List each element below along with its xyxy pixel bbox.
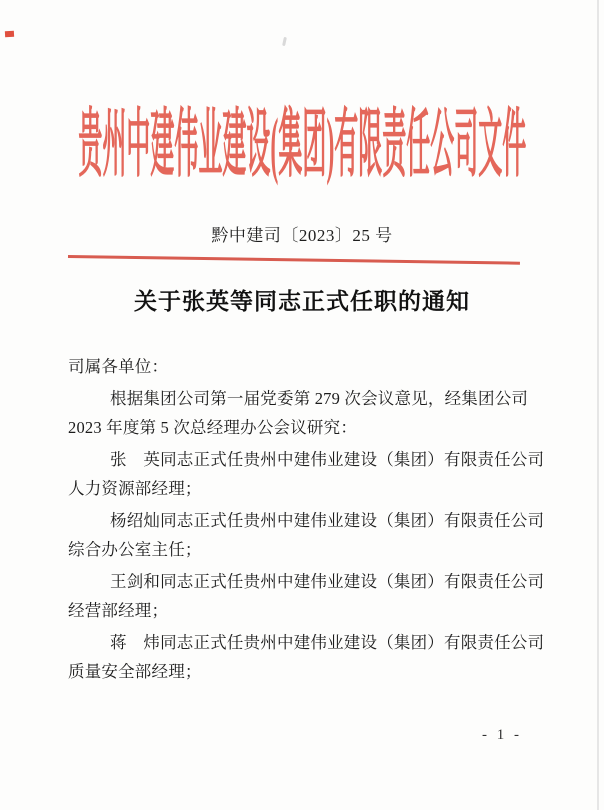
scan-speck [282, 37, 287, 46]
body-line: 司属各单位： [68, 357, 169, 376]
page-number: - 1 - [482, 727, 522, 743]
body-line: 张 英同志正式任贵州中建伟业建设（集团）有限责任公司 [110, 450, 545, 469]
body-line: 2023 年度第 5 次总经理办公会议研究： [68, 418, 358, 437]
letterhead [0, 98, 604, 186]
body-line: 综合办公室主任； [68, 540, 202, 559]
body-line: 人力资源部经理； [68, 479, 202, 498]
body-line: 根据集团公司第一届党委第 279 次会议意见，经集团公司 [110, 389, 529, 408]
red-corner-mark [5, 31, 14, 37]
body-line: 王剑和同志正式任贵州中建伟业建设（集团）有限责任公司 [110, 572, 545, 591]
org-title: 贵州中建伟业建设(集团)有限责任公司文件 [78, 101, 526, 186]
document-number: 黔中建司〔2023〕25 号 [211, 226, 393, 245]
body-line: 质量安全部经理； [68, 662, 202, 681]
red-divider-line [68, 255, 520, 264]
body-line: 蒋 炜同志正式任贵州中建伟业建设（集团）有限责任公司 [110, 633, 545, 652]
notice-title: 关于张英等同志正式任职的通知 [134, 289, 470, 314]
notice-body [68, 352, 545, 686]
body-line: 杨绍灿同志正式任贵州中建伟业建设（集团）有限责任公司 [110, 511, 545, 530]
body-line: 经营部经理； [68, 601, 169, 620]
